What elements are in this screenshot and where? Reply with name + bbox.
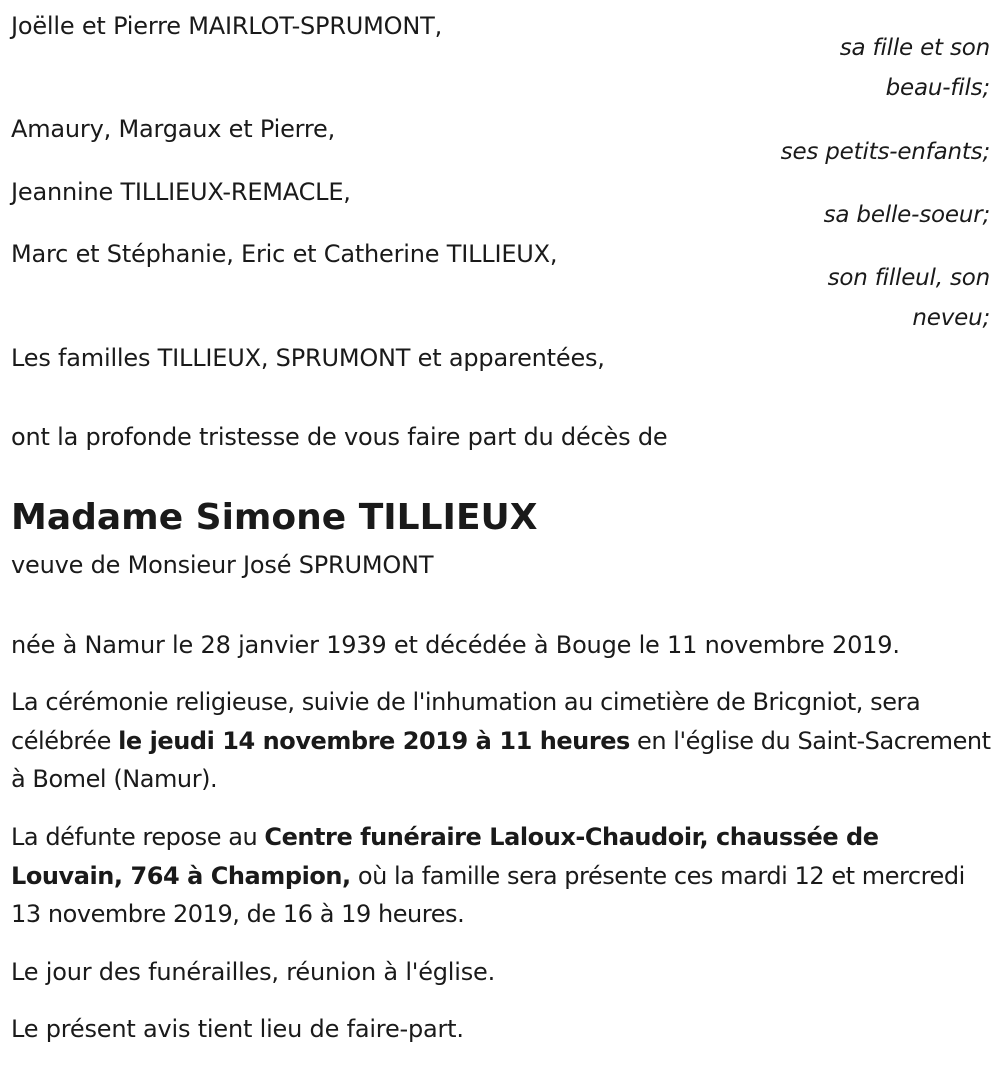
rest-text-after: où la famille sera présente ces mardi 12 et mercredi 13 novembre 2019, de 16 à 19 heures.	[11, 861, 965, 928]
notice-text: Le présent avis tient lieu de faire-part.	[11, 1015, 464, 1043]
rest-paragraph	[11, 818, 996, 934]
family-relation-1b: beau-fils;	[885, 75, 990, 101]
meeting-text: Le jour des funérailles, réunion à l'église.	[11, 958, 496, 986]
family-relation-4b: neveu;	[912, 305, 990, 331]
announcement-text: ont la profonde tristesse de vous faire part du décès de	[11, 423, 668, 451]
family-relation-2: ses petits-enfants;	[780, 139, 990, 165]
ceremony-date-bold: le jeudi 14 novembre 2019 à 11 heures	[118, 726, 630, 755]
family-relation-4a: son filleul, son	[827, 265, 990, 291]
deceased-name: Madame Simone TILLIEUX	[11, 497, 538, 538]
family-relation-3: sa belle-soeur;	[823, 202, 990, 228]
family-name-1: Joëlle et Pierre MAIRLOT-SPRUMONT,	[11, 12, 443, 40]
ceremony-text-after: en l'église du Saint-Sacrement à Bomel (Namur).	[11, 726, 991, 793]
rest-text-before: La défunte repose au	[11, 823, 265, 851]
family-relation-1a: sa fille et son	[839, 35, 990, 61]
family-name-2: Amaury, Margaux et Pierre,	[11, 115, 336, 143]
family-name-3: Jeannine TILLIEUX-REMACLE,	[11, 178, 351, 206]
ceremony-text-before: La cérémonie religieuse, suivie de l'inhumation au cimetière de Bricgniot, sera célébrée	[11, 688, 921, 755]
ceremony-paragraph	[11, 683, 996, 799]
rest-location-bold: Centre funéraire Laloux-Chaudoir, chaussée de Louvain, 764 à Champion,	[11, 823, 879, 890]
family-name-4: Marc et Stéphanie, Eric et Catherine TILLIEUX,	[11, 240, 558, 268]
family-name-5: Les familles TILLIEUX, SPRUMONT et apparentées,	[11, 344, 605, 372]
deceased-dates: née à Namur le 28 janvier 1939 et décédée à Bouge le 11 novembre 2019.	[11, 631, 900, 659]
deceased-spouse: veuve de Monsieur José SPRUMONT	[11, 551, 434, 579]
